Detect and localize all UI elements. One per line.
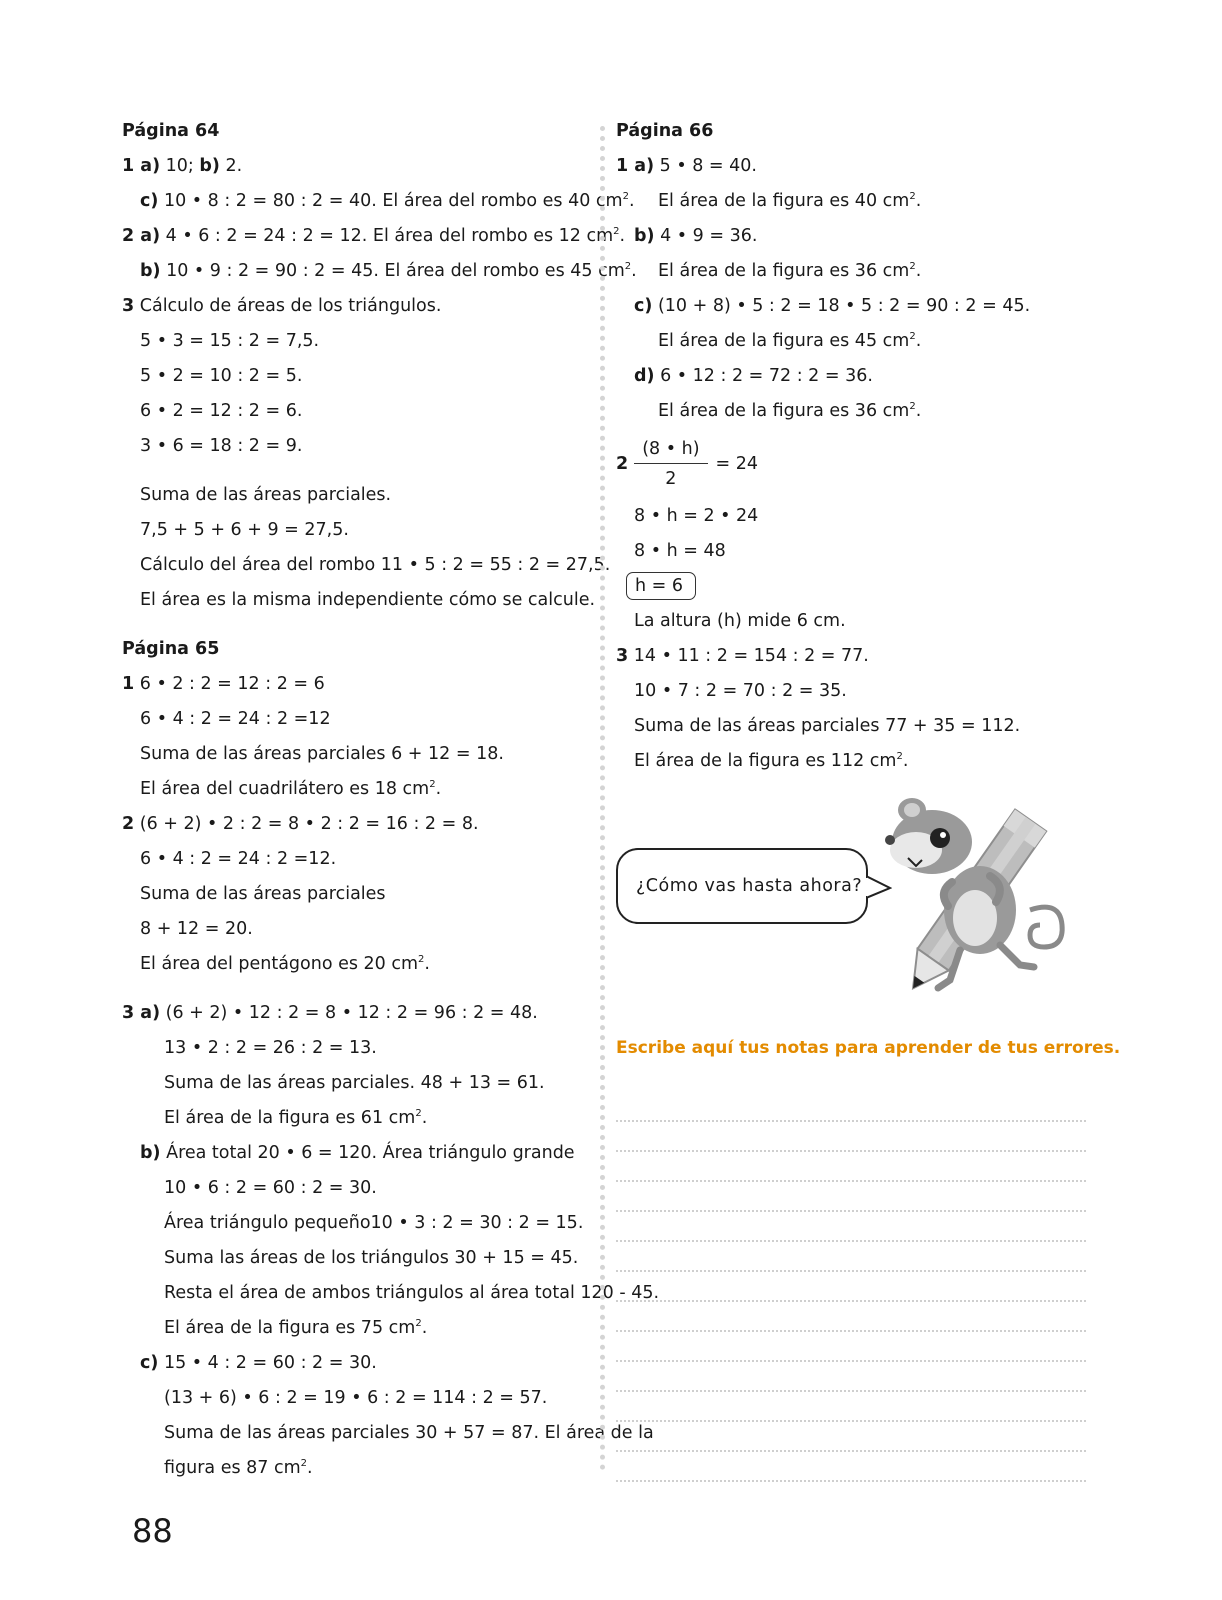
answer-line: 10 • 7 : 2 = 70 : 2 = 35.: [634, 681, 847, 701]
answer-line: 10 • 6 : 2 = 60 : 2 = 30.: [164, 1178, 377, 1198]
answer-line: figura es 87 $cm^2$.: [164, 1458, 313, 1478]
answer-line: 8 • h = 48: [634, 541, 726, 561]
answer-line: Suma de las áreas parciales. 48 + 13 = 61.: [164, 1073, 545, 1093]
answer-line: El área de la figura es 112 $cm^2$.: [634, 751, 909, 771]
answer-line: 3 • 6 = 18 : 2 = 9.: [140, 436, 303, 456]
notes-lines[interactable]: [616, 1092, 1086, 1482]
answer-line: b) Área total 20 • 6 = 120. Área triángulo grande: [140, 1143, 575, 1163]
answer-line: d) 6 • 12 : 2 = 72 : 2 = 36.: [634, 366, 873, 386]
answer-line: 8 • h = 2 • 24: [634, 506, 759, 526]
answer-line: c) 10 • 8 : 2 = 80 : 2 = 40. El área del rombo es 40 $cm^2$.: [140, 191, 635, 211]
answer-line: Área triángulo pequeño10 • 3 : 2 = 30 : 2 = 15.: [164, 1213, 584, 1233]
answer-line: 5 • 3 = 15 : 2 = 7,5.: [140, 331, 320, 351]
answer-line: Suma de las áreas parciales 30 + 57 = 87. El área de la: [164, 1423, 654, 1443]
answer-line: Resta el área de ambos triángulos al área total 120 - 45.: [164, 1283, 660, 1303]
answer-line: El área de la figura es 36 $cm^2$.: [658, 401, 922, 421]
answer-line: 2 a) 4 • 6 : 2 = 24 : 2 = 12. El área del rombo es 12 $cm^2$.: [122, 226, 626, 246]
answer-line: 6 • 4 : 2 = 24 : 2 =12.: [140, 849, 337, 869]
note-line[interactable]: [616, 1212, 1086, 1242]
fraction-equation: 2 $\frac{(8 • h)}{2}$ = 24: [616, 429, 1086, 499]
answer-line: El área del pentágono es 20 $cm^2$.: [140, 954, 430, 974]
answer-line: 1 6 • 2 : 2 = 12 : 2 = 6: [122, 674, 325, 694]
answer-line: El área es la misma independiente cómo se calcule.: [140, 590, 596, 610]
answer-line: 1 a) 10; b) 2.: [122, 156, 243, 176]
answer-line: 3 Cálculo de áreas de los triángulos.: [122, 296, 442, 316]
answer-line: El área de la figura es 40 $cm^2$.: [658, 191, 922, 211]
answer-line: 1 a) 5 • 8 = 40.: [616, 156, 757, 176]
answer-line: 8 + 12 = 20.: [140, 919, 253, 939]
note-line[interactable]: [616, 1362, 1086, 1392]
note-line[interactable]: [616, 1152, 1086, 1182]
answer-line: c) 15 • 4 : 2 = 60 : 2 = 30.: [140, 1353, 377, 1373]
note-line[interactable]: [616, 1182, 1086, 1212]
column-divider: [600, 126, 605, 1471]
answer-line: 13 • 2 : 2 = 26 : 2 = 13.: [164, 1038, 377, 1058]
answer-line: El área del cuadrilátero es 18 $cm^2$.: [140, 779, 442, 799]
answer-line: 3 14 • 11 : 2 = 154 : 2 = 77.: [616, 646, 869, 666]
note-line[interactable]: [616, 1242, 1086, 1272]
heading-pagina-65: Página 65: [122, 639, 220, 659]
answer-line: El área de la figura es 61 $cm^2$.: [164, 1108, 428, 1128]
note-line[interactable]: [616, 1332, 1086, 1362]
fraction: $\frac{(8 • h)}{2}$: [634, 435, 707, 494]
answer-line: c) (10 + 8) • 5 : 2 = 18 • 5 : 2 = 90 : 2 = 45.: [634, 296, 1031, 316]
page-number: 88: [132, 1512, 173, 1550]
right-column: [616, 114, 1086, 779]
answer-line: 3 a) (6 + 2) • 12 : 2 = 8 • 12 : 2 = 96 : 2 = 48.: [122, 1003, 538, 1023]
note-line[interactable]: [616, 1392, 1086, 1422]
mouse-with-pencil-icon: [860, 790, 1090, 1010]
answer-line: 7,5 + 5 + 6 + 9 = 27,5.: [140, 520, 349, 540]
note-line[interactable]: [616, 1122, 1086, 1152]
answer-line: [616, 569, 1086, 604]
answer-line: Suma de las áreas parciales.: [140, 485, 392, 505]
answer-line: Suma de las áreas parciales 77 + 35 = 112.: [634, 716, 1021, 736]
answer-line: Suma de las áreas parciales: [140, 884, 386, 904]
heading-pagina-66: Página 66: [616, 121, 714, 141]
answer-line: 5 • 2 = 10 : 2 = 5.: [140, 366, 303, 386]
boxed-result: h = 6: [626, 572, 696, 600]
answer-line: 6 • 2 = 12 : 2 = 6.: [140, 401, 303, 421]
speech-bubble: ¿Cómo vas hasta ahora?: [616, 848, 868, 924]
answer-line: El área de la figura es 45 $cm^2$.: [658, 331, 922, 351]
note-line[interactable]: [616, 1092, 1086, 1122]
note-line[interactable]: [616, 1272, 1086, 1302]
answer-line: (13 + 6) • 6 : 2 = 19 • 6 : 2 = 114 : 2 = 57.: [164, 1388, 548, 1408]
note-line[interactable]: [616, 1422, 1086, 1452]
answer-line: La altura (h) mide 6 cm.: [634, 611, 846, 631]
answer-line: 6 • 4 : 2 = 24 : 2 =12: [140, 709, 331, 729]
answer-line: 2 (6 + 2) • 2 : 2 = 8 • 2 : 2 = 16 : 2 = 8.: [122, 814, 479, 834]
answer-line: Suma de las áreas parciales 6 + 12 = 18.: [140, 744, 504, 764]
answer-line: El área de la figura es 75 $cm^2$.: [164, 1318, 428, 1338]
note-line[interactable]: [616, 1452, 1086, 1482]
heading-pagina-64: Página 64: [122, 121, 220, 141]
answer-line: b) 10 • 9 : 2 = 90 : 2 = 45. El área del rombo es 45 $cm^2$.: [140, 261, 637, 281]
notes-title: Escribe aquí tus notas para aprender de tus errores.: [616, 1038, 1121, 1058]
answer-line: El área de la figura es 36 $cm^2$.: [658, 261, 922, 281]
answer-line: b) 4 • 9 = 36.: [634, 226, 758, 246]
note-line[interactable]: [616, 1302, 1086, 1332]
answer-line: Suma las áreas de los triángulos 30 + 15 = 45.: [164, 1248, 579, 1268]
answer-line: Cálculo del área del rombo 11 • 5 : 2 = 55 : 2 = 27,5.: [140, 555, 611, 575]
